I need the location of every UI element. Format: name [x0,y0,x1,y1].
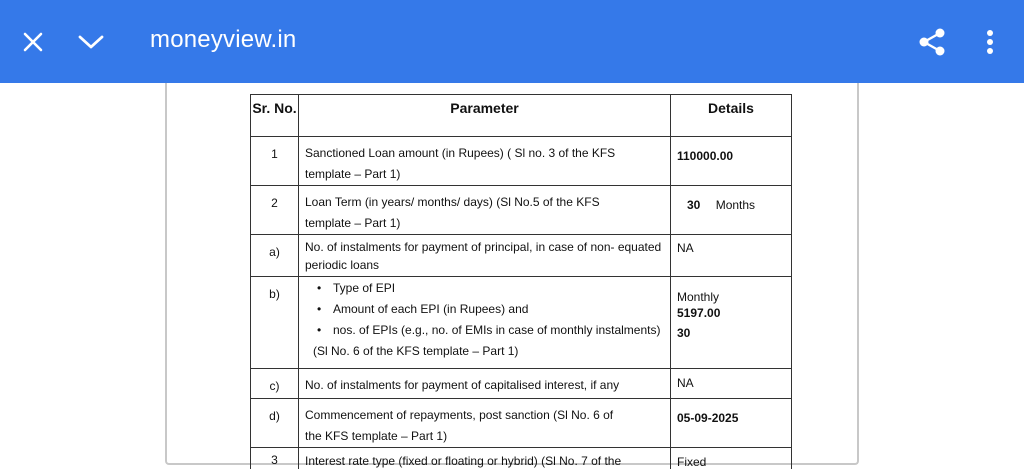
parameter-note: (Sl No. 6 of the KFS template – Part 1) [313,344,519,358]
header-details: Details [671,95,792,137]
row-sr: 1 [251,137,299,186]
browser-toolbar [0,0,1024,83]
page-url-title: moneyview.in [150,26,297,53]
row-parameter: No. of instalments for payment of capitalised interest, if any [299,369,671,399]
parameter-line: No. of instalments for payment of principal, in case of non- equated [305,240,662,254]
row-parameter [299,186,671,235]
row-sr: d) [251,399,299,448]
row-detail: 05-09-2025 [671,399,792,448]
header-sr-no: Sr. No. [251,95,299,137]
loan-term-unit: Months [715,198,756,212]
row-detail: 110000.00 [671,137,792,186]
more-vert-icon[interactable] [972,22,1008,62]
row-parameter: Interest rate type (fixed or floating or hybrid) (Sl No. 7 of the [299,448,671,469]
kfs-table [250,94,792,469]
row-sr: 3 [251,448,299,469]
table-row [251,448,792,469]
table-row [251,277,792,369]
table-row [251,235,792,277]
row-sr: a) [251,235,299,277]
parameter-line: Loan Term (in years/ months/ days) (Sl No.5 of the KFS [305,195,600,209]
epi-amount: 5197.00 [677,306,721,320]
row-detail: Fixed [671,448,792,469]
parameter-line: Sanctioned Loan amount (in Rupees) ( Sl no. 3 of the KFS [305,146,616,160]
list-item: • Amount of each EPI (in Rupees) and [315,299,664,320]
epi-count: 30 [677,326,691,340]
loan-term-value: 30 [687,198,701,212]
row-detail: NA [671,235,792,277]
list-item: • nos. of EPIs (e.g., no. of EMIs in case of monthly instalments) [315,320,664,341]
table-row [251,399,792,448]
row-detail [671,277,792,369]
row-detail [671,186,792,235]
row-sr: 2 [251,186,299,235]
parameter-line: the KFS template – Part 1) [305,429,448,443]
parameter-line: template – Part 1) [305,167,401,181]
table-row [251,186,792,235]
chevron-down-icon[interactable] [72,24,110,60]
epi-bullet-list [305,278,664,341]
row-parameter [299,277,671,369]
row-parameter [299,137,671,186]
header-parameter: Parameter [299,95,671,137]
table-row [251,369,792,399]
row-detail: NA [671,369,792,399]
row-parameter [299,399,671,448]
row-parameter [299,235,671,277]
close-icon[interactable] [14,24,52,60]
parameter-line: template – Part 1) [305,216,401,230]
row-sr: b) [251,277,299,369]
epi-type: Monthly [677,290,720,304]
list-item: • Type of EPI [315,278,664,299]
table-header-row [251,95,792,137]
parameter-line: Commencement of repayments, post sanction (Sl No. 6 of [305,408,614,422]
table-row [251,137,792,186]
parameter-line: periodic loans [305,258,380,272]
row-sr: c) [251,369,299,399]
share-icon[interactable] [910,22,954,62]
